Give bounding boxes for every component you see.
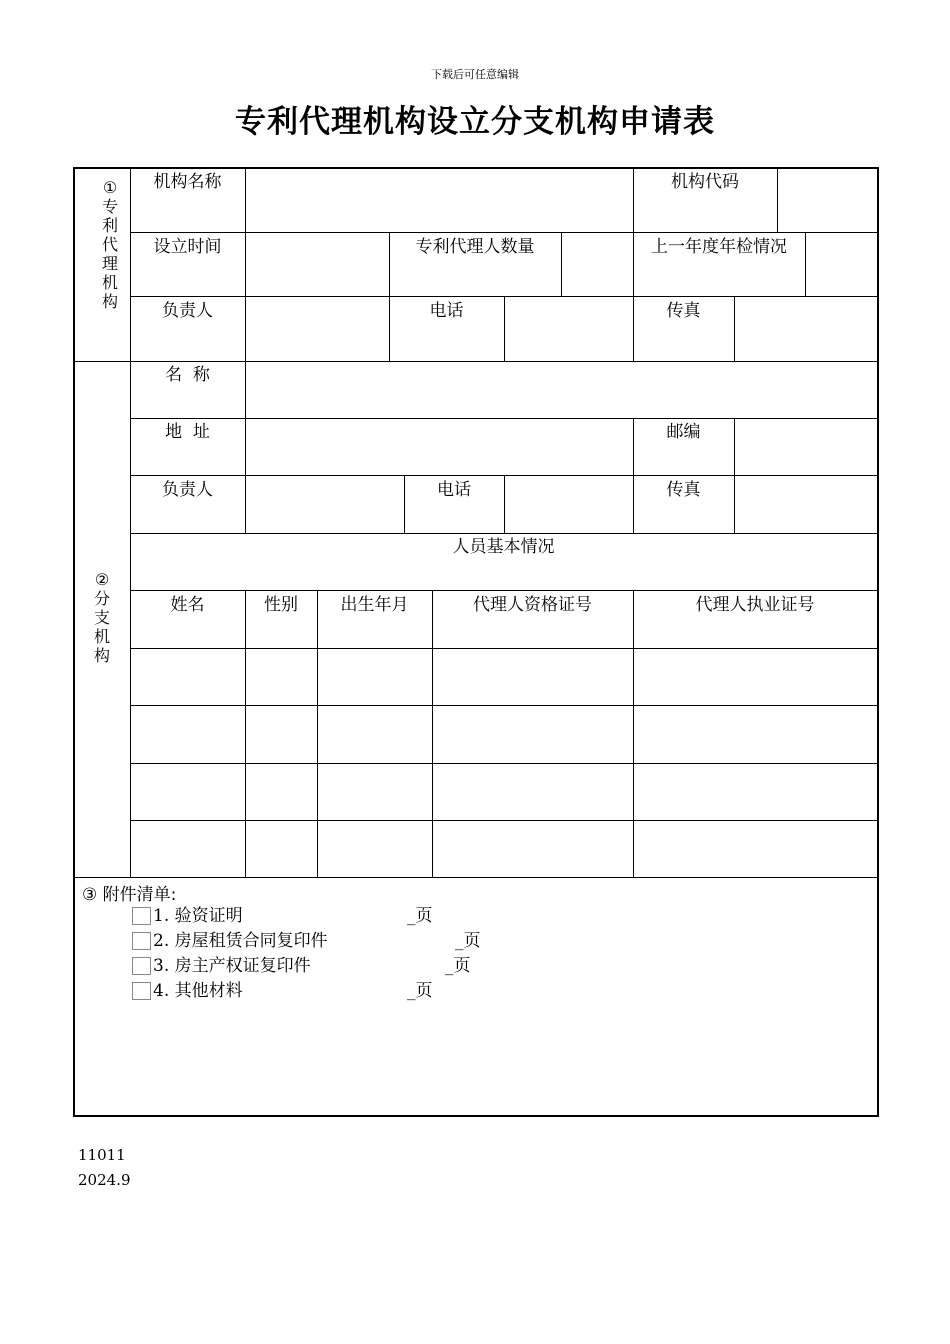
branch-phone-label: 电话 [437, 480, 471, 500]
attachment-checkbox[interactable] [132, 957, 151, 975]
branch-postcode-field[interactable] [736, 420, 876, 474]
staff-row[interactable] [132, 822, 876, 876]
header-note: 下载后可任意编辑 [431, 68, 519, 81]
attachment-checkbox[interactable] [132, 932, 151, 950]
side-column-divider [130, 167, 131, 878]
col-divider [805, 232, 806, 296]
row-divider [130, 648, 877, 649]
staff-heading: 人员基本情况 [452, 537, 555, 557]
label-column-divider [245, 361, 246, 533]
head-field[interactable] [247, 298, 388, 360]
attachment-pages: _页 [455, 931, 481, 951]
row-divider [130, 533, 877, 534]
staff-col-gender: 性别 [264, 595, 298, 615]
attachment-item [132, 980, 532, 1002]
attachment-pages: _页 [407, 981, 433, 1001]
branch-name-field[interactable] [247, 363, 876, 417]
col-divider [777, 167, 778, 232]
branch-head-label: 负责人 [162, 480, 213, 500]
row-divider [130, 232, 877, 233]
org-code-field[interactable] [779, 169, 876, 231]
established-label: 设立时间 [153, 237, 222, 257]
phone-field[interactable] [506, 298, 632, 360]
attachment-pages: _页 [407, 906, 433, 926]
side-char: 机 [93, 627, 110, 646]
side-char: 专 [101, 197, 118, 216]
attachment-item [132, 930, 532, 952]
side-char: 分 [93, 589, 110, 608]
section-divider [73, 361, 877, 362]
agent-count-label: 专利代理人数量 [415, 237, 535, 257]
label-column-divider [245, 167, 246, 361]
staff-col-birth: 出生年月 [340, 595, 409, 615]
org-name-field[interactable] [247, 169, 632, 231]
side-char: 支 [93, 608, 110, 627]
row-divider [130, 820, 877, 821]
staff-col-license: 代理人执业证号 [695, 595, 815, 615]
attachment-label: 2. 房屋租赁合同复印件 [153, 931, 328, 951]
side-char: 利 [101, 216, 118, 235]
attachment-label: 1. 验资证明 [153, 906, 243, 926]
col-divider [734, 418, 735, 533]
org-name-label: 机构名称 [153, 172, 222, 192]
fax-field[interactable] [736, 298, 876, 360]
staff-col-name: 姓名 [170, 595, 205, 615]
staff-row[interactable] [132, 650, 876, 704]
section2-marker: ② [94, 570, 110, 589]
fax-label: 传真 [666, 301, 701, 321]
branch-postcode-label: 邮编 [666, 422, 701, 442]
side-char: 理 [101, 254, 118, 273]
col-divider [561, 232, 562, 296]
section1-side-label [100, 178, 120, 311]
attachment-label: 3. 房主产权证复印件 [153, 956, 311, 976]
form-code: 11011 [78, 1146, 126, 1164]
form-date: 2024.9 [78, 1171, 131, 1189]
org-code-label: 机构代码 [671, 172, 739, 192]
phone-label: 电话 [429, 301, 464, 321]
side-char: 构 [93, 646, 110, 665]
attachment-item [132, 955, 532, 977]
established-field[interactable] [247, 234, 388, 295]
staff-row[interactable] [132, 707, 876, 762]
branch-fax-label: 传真 [666, 480, 701, 500]
form-title: 专利代理机构设立分支机构申请表 [235, 104, 715, 140]
row-divider [130, 705, 877, 706]
branch-name-label: 名 称 [165, 365, 210, 385]
staff-col-qualification: 代理人资格证号 [473, 595, 592, 615]
attachment-checkbox[interactable] [132, 982, 151, 1000]
attachments-title: ③ 附件清单: [82, 885, 177, 905]
branch-address-label: 地 址 [165, 422, 210, 442]
row-divider [130, 763, 877, 764]
section1-marker: ① [102, 178, 118, 197]
row-divider [130, 418, 877, 419]
col-divider [504, 475, 505, 533]
attachment-label: 4. 其他材料 [153, 981, 243, 1001]
branch-phone-field[interactable] [506, 477, 632, 532]
col-divider [734, 296, 735, 361]
staff-row[interactable] [132, 765, 876, 819]
side-char: 构 [101, 292, 118, 311]
attachment-item [132, 905, 532, 927]
side-char: 机 [101, 273, 118, 292]
section2-side-label [92, 570, 112, 665]
head-label: 负责人 [162, 301, 213, 321]
branch-fax-field[interactable] [736, 477, 876, 532]
branch-address-field[interactable] [247, 420, 632, 474]
side-char: 代 [101, 235, 118, 254]
agent-count-field[interactable] [563, 234, 632, 295]
branch-head-field[interactable] [247, 477, 403, 532]
col-divider [504, 296, 505, 361]
row-divider [130, 590, 877, 591]
attachment-checkbox[interactable] [132, 907, 151, 925]
attachment-pages: _页 [445, 956, 471, 976]
col-divider [633, 167, 634, 361]
section-divider [73, 877, 877, 878]
annual-check-field[interactable] [807, 234, 876, 295]
annual-check-label: 上一年度年检情况 [651, 237, 787, 257]
